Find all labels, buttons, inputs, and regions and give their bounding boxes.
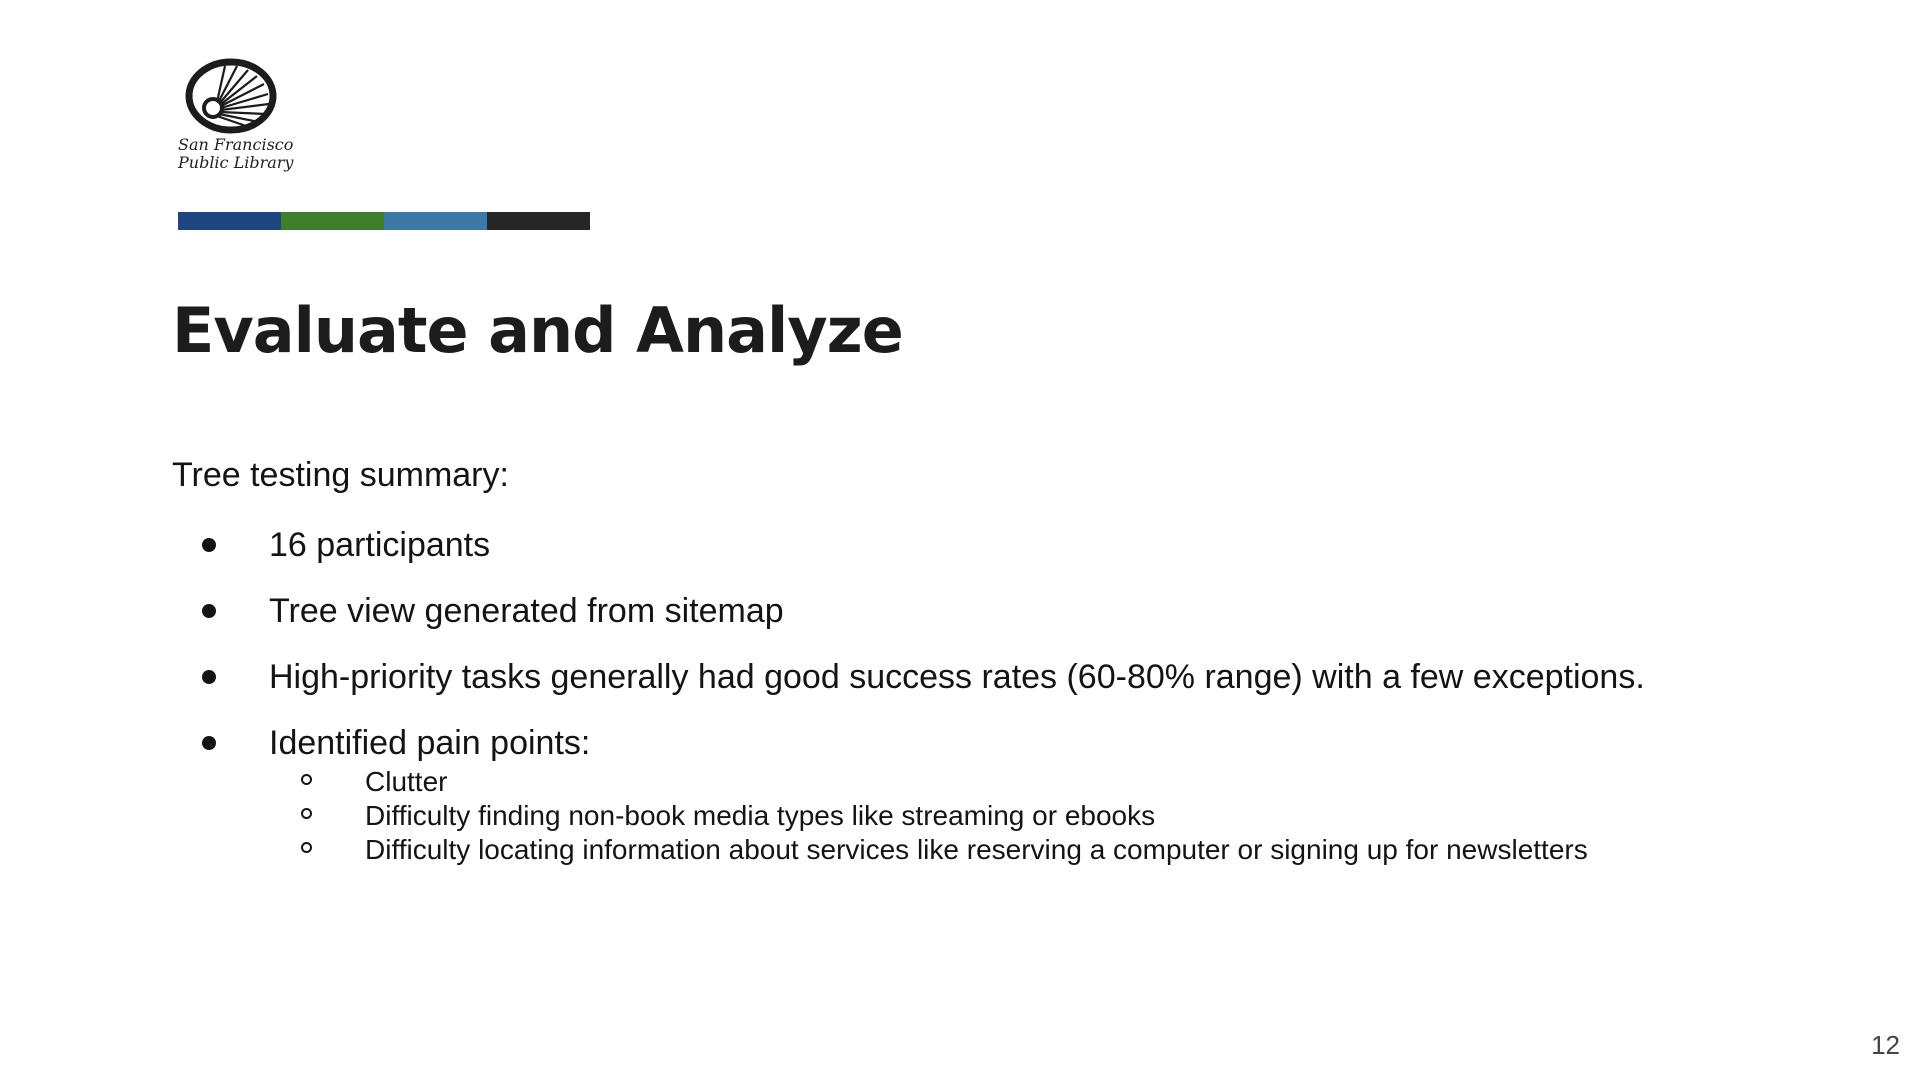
- bullet-ring-icon: [301, 774, 312, 785]
- bullet-text: High-priority tasks generally had good success rates (60-80% range) with a few exceptions.: [269, 658, 1645, 696]
- logo-text: [178, 135, 294, 172]
- bullet-item: [172, 520, 1832, 586]
- bullet-text: 16 participants: [269, 526, 491, 564]
- sub-bullet-list: [172, 764, 1832, 866]
- bullet-dot-icon: [202, 604, 216, 618]
- color-bar-segment-green: [281, 212, 384, 230]
- color-bar-segment-navy: [178, 212, 281, 230]
- bullet-text: Identified pain points:: [269, 724, 591, 762]
- logo-line-2: Public Library: [178, 153, 294, 172]
- library-logo: [178, 58, 294, 178]
- bullet-item: [172, 586, 1832, 652]
- bullet-list: [172, 520, 1832, 784]
- sub-bullet-item: [172, 798, 1832, 832]
- bullet-dot-icon: [202, 538, 216, 552]
- sub-bullet-item: [172, 764, 1832, 798]
- page-number: 12: [1871, 1030, 1900, 1060]
- bullet-item: [172, 652, 1832, 718]
- intro-text: Tree testing summary:: [172, 456, 509, 494]
- bullet-ring-icon: [301, 842, 312, 853]
- logo-line-1: San Francisco: [178, 135, 294, 154]
- color-bar-segment-black: [487, 212, 590, 230]
- bullet-ring-icon: [301, 808, 312, 819]
- slide-title: Evaluate and Analyze: [172, 294, 903, 367]
- nautilus-shell-icon: [185, 58, 277, 134]
- color-bar-segment-blue: [384, 212, 487, 230]
- sub-bullet-item: [172, 832, 1832, 866]
- sub-bullet-text: Difficulty locating information about services like reserving a computer or signing up for newsletters: [365, 834, 1588, 865]
- color-bar: [178, 212, 590, 230]
- bullet-dot-icon: [202, 736, 216, 750]
- bullet-dot-icon: [202, 670, 216, 684]
- sub-bullet-text: Clutter: [365, 766, 448, 797]
- sub-bullet-text: Difficulty finding non-book media types like streaming or ebooks: [365, 800, 1156, 831]
- bullet-text: Tree view generated from sitemap: [269, 592, 784, 630]
